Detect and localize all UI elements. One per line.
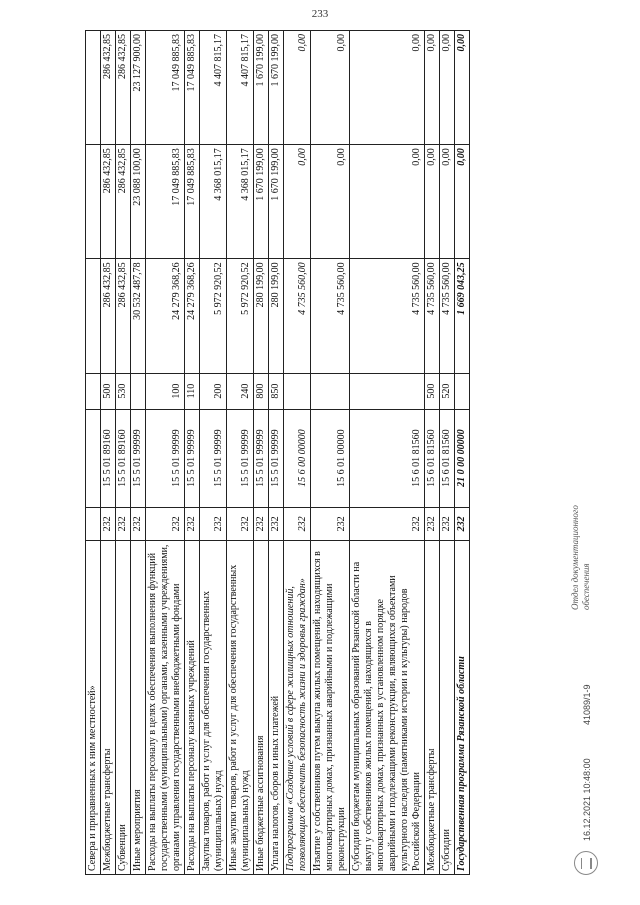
- row-name: Иные бюджетные ассигнования: [254, 541, 269, 875]
- row-amount-2022: 280 199,00: [254, 259, 269, 373]
- row-target-article: 15 5 01 99999: [200, 409, 227, 507]
- row-amount-2023: [86, 145, 101, 259]
- row-amount-2023: 23 088 100,00: [131, 145, 146, 259]
- row-target-article: [86, 409, 101, 507]
- row-amount-2022: 1 669 043,25: [455, 259, 470, 373]
- row-name: Уплата налогов, сборов и иных платежей: [269, 541, 284, 875]
- row-amount-2022: 4 735 560,00: [440, 259, 455, 373]
- row-name: Иные закупки товаров, работ и услуг для обеспечения государственных (муниципальных) нужд: [227, 541, 254, 875]
- row-amount-2023: 17 049 885,83: [146, 145, 185, 259]
- row-expense-type: [350, 373, 425, 409]
- table-row: [440, 31, 455, 875]
- row-amount-2024: 17 049 885,83: [146, 31, 185, 145]
- row-name: Подпрограмма «Создание условий в сфере жилищных отношений, позволяющих обеспечить безопасность жизни и здоровья граждан»: [284, 541, 311, 875]
- row-amount-2023: 0,00: [455, 145, 470, 259]
- row-amount-2022: 5 972 920,52: [200, 259, 227, 373]
- table-row: [146, 31, 185, 875]
- row-chapter-code: 232: [284, 507, 311, 541]
- row-amount-2024: 286 432,85: [101, 31, 116, 145]
- row-target-article: 15 6 01 81560: [425, 409, 440, 507]
- row-target-article: 15 5 01 99999: [227, 409, 254, 507]
- table-row: [284, 31, 311, 875]
- row-amount-2024: 0,00: [440, 31, 455, 145]
- row-amount-2022: 4 735 560,00: [425, 259, 440, 373]
- footer-department-line2: обеспечения: [581, 563, 591, 610]
- row-expense-type: [131, 373, 146, 409]
- row-expense-type: 800: [254, 373, 269, 409]
- row-chapter-code: 232: [350, 507, 425, 541]
- row-name: Расходы на выплаты персоналу в целях обеспечения выполнения функций государственными (муниципальными) органами, казенными учреждениями, органами управления государственными внебюджетными фондами: [146, 541, 185, 875]
- row-chapter-code: 232: [146, 507, 185, 541]
- row-expense-type: 500: [425, 373, 440, 409]
- row-amount-2023: 0,00: [350, 145, 425, 259]
- table-row: [350, 31, 425, 875]
- row-amount-2024: 23 127 900,00: [131, 31, 146, 145]
- row-amount-2023: 4 368 015,17: [200, 145, 227, 259]
- row-target-article: 15 5 01 99999: [254, 409, 269, 507]
- row-amount-2024: 0,00: [284, 31, 311, 145]
- row-amount-2022: 286 432,85: [101, 259, 116, 373]
- row-target-article: 15 5 01 89160: [101, 409, 116, 507]
- row-name: Субсидии бюджетам муниципальных образований Рязанской области на выкуп у собственников жилых помещений, находящихся в многоквартирных домах, признанных в установленном порядке аварийными и подлежащими реконструкции, являющихся объектами культурного наследия (памятниками истории и культуры) народов Российской Федерации: [350, 541, 425, 875]
- row-expense-type: [455, 373, 470, 409]
- row-amount-2022: 4 735 560,00: [350, 259, 425, 373]
- row-chapter-code: 232: [116, 507, 131, 541]
- row-amount-2023: 4 368 015,17: [227, 145, 254, 259]
- row-expense-type: [311, 373, 350, 409]
- row-name: Закупка товаров, работ и услуг для обеспечения государственных (муниципальных) нужд: [200, 541, 227, 875]
- row-expense-type: [86, 373, 101, 409]
- row-amount-2024: 286 432,85: [116, 31, 131, 145]
- row-amount-2024: 4 407 815,17: [227, 31, 254, 145]
- stamp-logo-icon: [574, 851, 598, 875]
- row-expense-type: 240: [227, 373, 254, 409]
- footer-department: [570, 490, 592, 610]
- row-chapter-code: 232: [227, 507, 254, 541]
- row-amount-2022: 30 532 487,78: [131, 259, 146, 373]
- row-amount-2023: 0,00: [440, 145, 455, 259]
- row-name: Иные мероприятия: [131, 541, 146, 875]
- footer-department-line1: Отдел документационного: [570, 505, 580, 610]
- row-expense-type: 530: [116, 373, 131, 409]
- row-amount-2023: 1 670 199,00: [254, 145, 269, 259]
- table-row: [101, 31, 116, 875]
- row-amount-2023: 1 670 199,00: [269, 145, 284, 259]
- row-amount-2022: [86, 259, 101, 373]
- table-row: [425, 31, 440, 875]
- row-target-article: 15 5 01 99999: [185, 409, 200, 507]
- table-row: [227, 31, 254, 875]
- row-name: Межбюджетные трансферты: [101, 541, 116, 875]
- table-row: [254, 31, 269, 875]
- table-row: [455, 31, 470, 875]
- row-chapter-code: 232: [185, 507, 200, 541]
- table-row: [185, 31, 200, 875]
- row-amount-2023: 286 432,85: [116, 145, 131, 259]
- footer-datetime: 16.12.2021 10:48:00: [582, 758, 592, 841]
- row-amount-2023: 0,00: [425, 145, 440, 259]
- row-amount-2024: 0,00: [311, 31, 350, 145]
- row-expense-type: 100: [146, 373, 185, 409]
- row-chapter-code: [86, 507, 101, 541]
- row-name: Расходы на выплаты персоналу казенных учреждений: [185, 541, 200, 875]
- row-expense-type: 110: [185, 373, 200, 409]
- row-amount-2024: 1 670 199,00: [269, 31, 284, 145]
- row-target-article: 15 5 01 89160: [116, 409, 131, 507]
- row-target-article: 15 6 01 81560: [350, 409, 425, 507]
- row-amount-2022: 5 972 920,52: [227, 259, 254, 373]
- row-chapter-code: 232: [311, 507, 350, 541]
- row-expense-type: 850: [269, 373, 284, 409]
- row-target-article: 15 6 01 00000: [311, 409, 350, 507]
- row-chapter-code: 232: [200, 507, 227, 541]
- row-name: Субсидии: [440, 541, 455, 875]
- row-target-article: 15 5 01 99999: [146, 409, 185, 507]
- row-amount-2023: 286 432,85: [101, 145, 116, 259]
- row-amount-2022: 4 735 560,00: [311, 259, 350, 373]
- budget-table-body: [86, 31, 470, 875]
- row-chapter-code: 232: [455, 507, 470, 541]
- row-amount-2022: 4 735 560,00: [284, 259, 311, 373]
- row-target-article: 21 0 00 00000: [455, 409, 470, 507]
- row-chapter-code: 232: [101, 507, 116, 541]
- row-target-article: 15 5 01 99999: [131, 409, 146, 507]
- row-chapter-code: 232: [425, 507, 440, 541]
- row-amount-2024: 1 670 199,00: [254, 31, 269, 145]
- budget-table: [85, 30, 470, 875]
- row-name: Субвенции: [116, 541, 131, 875]
- row-amount-2024: 0,00: [455, 31, 470, 145]
- row-target-article: 15 6 01 81560: [440, 409, 455, 507]
- table-row: [116, 31, 131, 875]
- page-number: 233: [311, 8, 329, 20]
- row-name: Межбюджетные трансферты: [425, 541, 440, 875]
- row-amount-2023: 17 049 885,83: [185, 145, 200, 259]
- row-amount-2023: 0,00: [284, 145, 311, 259]
- row-amount-2023: 0,00: [311, 145, 350, 259]
- row-chapter-code: 232: [254, 507, 269, 541]
- page-footer: [568, 30, 608, 875]
- row-amount-2024: 0,00: [425, 31, 440, 145]
- row-chapter-code: 232: [131, 507, 146, 541]
- footer-doc-code: 41089/1-9: [582, 684, 592, 725]
- table-row: [131, 31, 146, 875]
- row-expense-type: 200: [200, 373, 227, 409]
- table-row: [269, 31, 284, 875]
- row-target-article: 15 5 01 99999: [269, 409, 284, 507]
- row-amount-2024: [86, 31, 101, 145]
- row-amount-2024: 0,00: [350, 31, 425, 145]
- row-name: Изъятие у собственников путем выкупа жилых помещений, находящихся в многоквартирных домах, признанных аварийными и подлежащими реконструкции: [311, 541, 350, 875]
- row-amount-2024: 17 049 885,83: [185, 31, 200, 145]
- row-amount-2022: 24 279 368,26: [146, 259, 185, 373]
- row-amount-2024: 4 407 815,17: [200, 31, 227, 145]
- table-row: [200, 31, 227, 875]
- row-name: Севера и приравненных к ним местностей»: [86, 541, 101, 875]
- row-chapter-code: 232: [440, 507, 455, 541]
- row-amount-2022: 286 432,85: [116, 259, 131, 373]
- table-row: [86, 31, 101, 875]
- row-target-article: 15 6 00 00000: [284, 409, 311, 507]
- row-expense-type: 500: [101, 373, 116, 409]
- table-row: [311, 31, 350, 875]
- row-expense-type: 520: [440, 373, 455, 409]
- row-expense-type: [284, 373, 311, 409]
- row-amount-2022: 24 279 368,26: [185, 259, 200, 373]
- row-amount-2022: 280 199,00: [269, 259, 284, 373]
- row-chapter-code: 232: [269, 507, 284, 541]
- row-name: Государственная программа Рязанской области: [455, 541, 470, 875]
